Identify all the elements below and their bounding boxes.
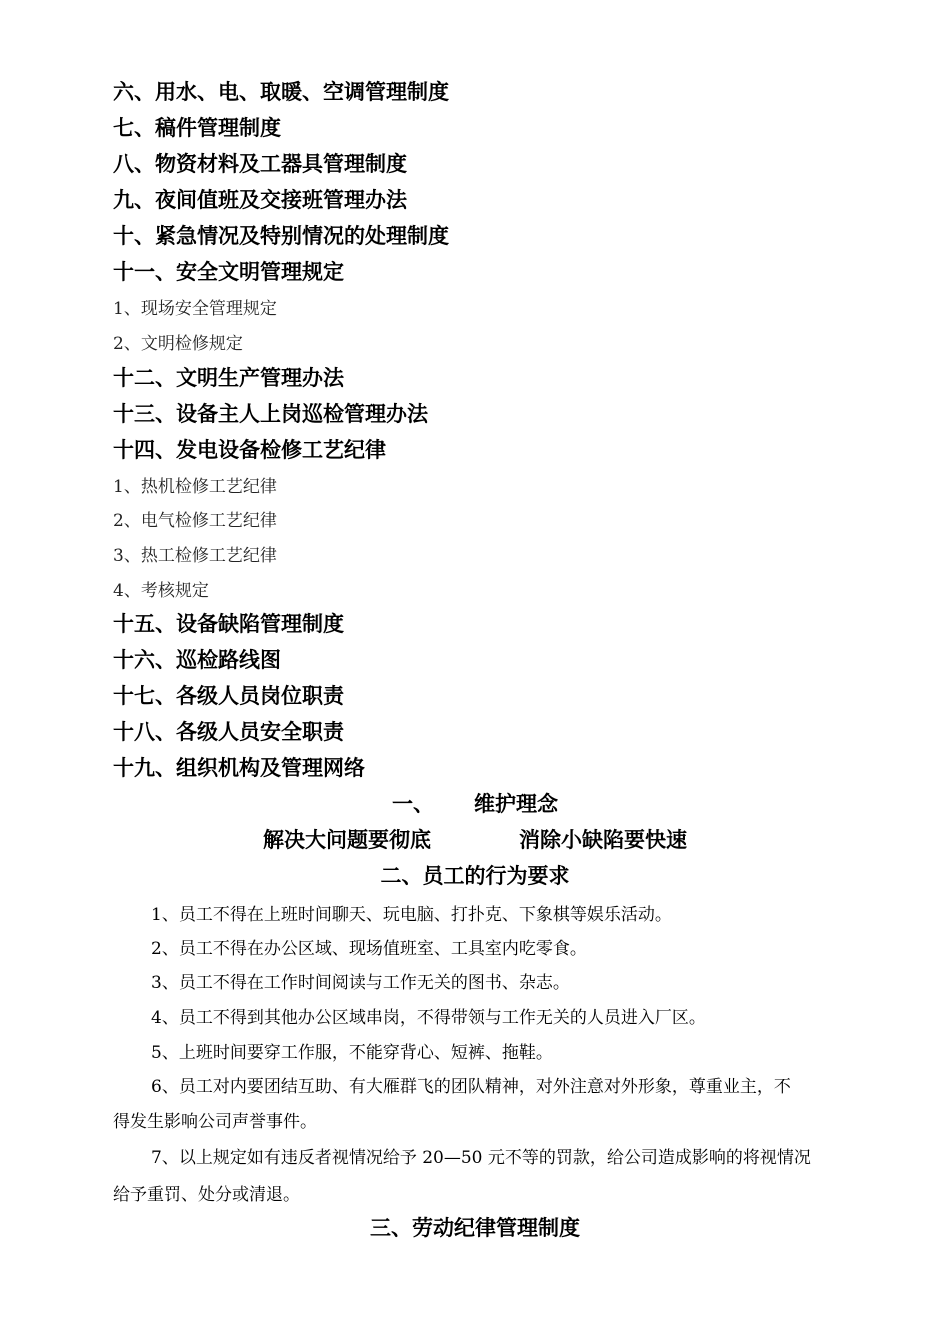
toc-subitem-14-4: 4、考核规定 (113, 581, 209, 601)
section-1-slogan (0, 824, 950, 854)
toc-item-19: 十九、组织机构及管理网络 (113, 755, 365, 780)
rule-2: 2、员工不得在办公区域、现场值班室、工具室内吃零食。 (151, 939, 587, 959)
section-3-title: 三、劳动纪律管理制度 (370, 1215, 580, 1240)
toc-subitem-14-1: 1、热机检修工艺纪律 (113, 477, 277, 497)
section-2-title: 二、员工的行为要求 (380, 863, 570, 888)
toc-item-12: 十二、文明生产管理办法 (113, 365, 344, 390)
rule-7-line-2: 给予重罚、处分或清退。 (113, 1185, 300, 1205)
toc-item-15: 十五、设备缺陷管理制度 (113, 611, 344, 636)
toc-subitem-14-2: 2、电气检修工艺纪律 (113, 511, 277, 531)
section-1-number: 一、 (392, 791, 434, 816)
toc-item-7: 七、稿件管理制度 (113, 115, 281, 140)
rule-6-line-1: 6、员工对内要团结互助、有大雁群飞的团队精神，对外注意对外形象，尊重业主，不 (151, 1077, 791, 1097)
toc-item-8: 八、物资材料及工器具管理制度 (113, 151, 407, 176)
section-1-title: 维护理念 (474, 791, 558, 816)
toc-item-17: 十七、各级人员岗位职责 (113, 683, 344, 708)
toc-item-6: 六、用水、电、取暖、空调管理制度 (113, 79, 449, 104)
rule-6-line-2: 得发生影响公司声誉事件。 (113, 1112, 317, 1132)
toc-item-13: 十三、设备主人上岗巡检管理办法 (113, 401, 428, 426)
rule-3: 3、员工不得在工作时间阅读与工作无关的图书、杂志。 (151, 973, 570, 993)
toc-item-10: 十、紧急情况及特别情况的处理制度 (113, 223, 449, 248)
slogan-left: 解决大问题要彻底 (263, 827, 431, 852)
rule-7-line-1: 7、以上规定如有违反者视情况给予 20—50 元不等的罚款，给公司造成影响的将视情况 (151, 1148, 811, 1168)
toc-item-11: 十一、安全文明管理规定 (113, 259, 344, 284)
toc-item-14: 十四、发电设备检修工艺纪律 (113, 437, 386, 462)
section-1-heading (0, 788, 950, 818)
toc-subitem-11-2: 2、文明检修规定 (113, 334, 243, 354)
rule-5: 5、上班时间要穿工作服，不能穿背心、短裤、拖鞋。 (151, 1043, 553, 1063)
toc-item-18: 十八、各级人员安全职责 (113, 719, 344, 744)
toc-subitem-11-1: 1、现场安全管理规定 (113, 299, 277, 319)
rule-4: 4、员工不得到其他办公区域串岗，不得带领与工作无关的人员进入厂区。 (151, 1008, 706, 1028)
rule-1: 1、员工不得在上班时间聊天、玩电脑、打扑克、下象棋等娱乐活动。 (151, 905, 672, 925)
toc-item-16: 十六、巡检路线图 (113, 647, 281, 672)
toc-item-9: 九、夜间值班及交接班管理办法 (113, 187, 407, 212)
slogan-right: 消除小缺陷要快速 (519, 827, 687, 852)
toc-subitem-14-3: 3、热工检修工艺纪律 (113, 546, 277, 566)
